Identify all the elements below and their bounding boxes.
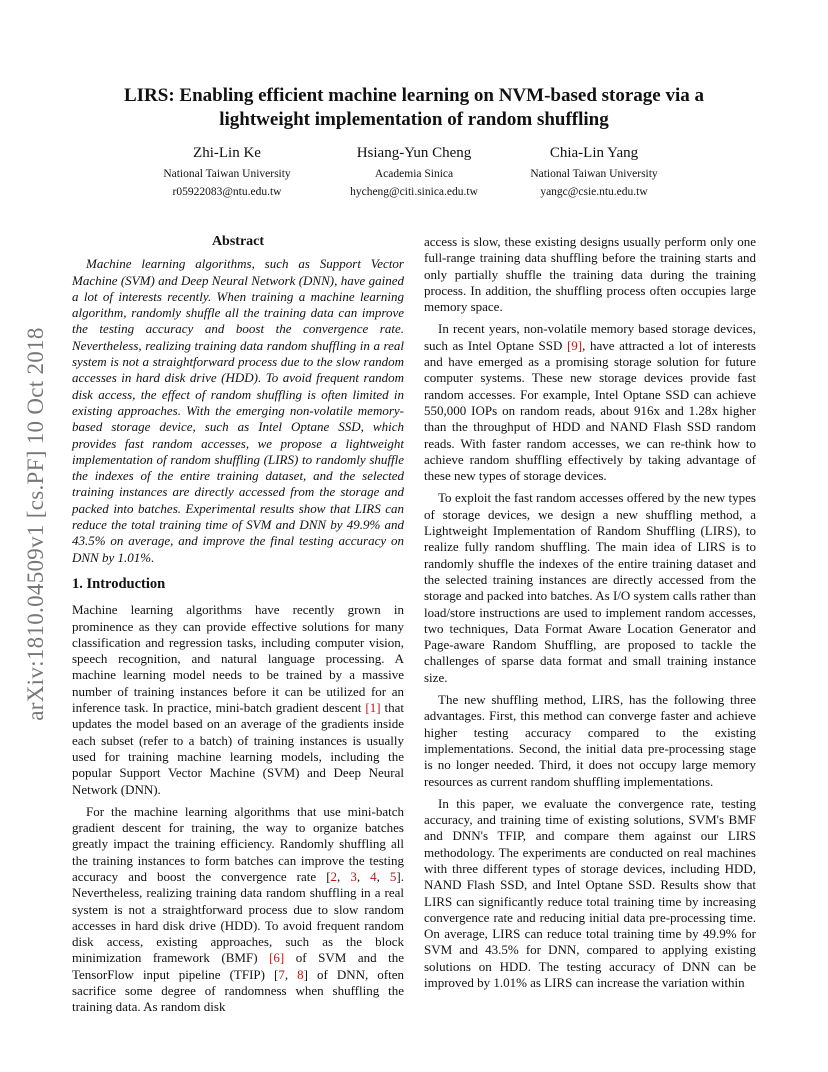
body-paragraph: To exploit the fast random accesses offered by the new types of storage devices, we design a new shuffling method, a Lightweight Implementation of Random Shuffling (LIRS), to realize fully random shuffling. The main idea of LIRS is to randomly shuffle the indexes of the entire training dataset and the selected training instances are directly accessed from the storage and packed into batches. As I/O system calls rather than load/store instructions are used to implement random accesses, two techniques, Data Format Aware Location Generator and Page-aware Random Shuffling, are proposed to tackle the challenges of sparse data format and small training instance size. bbox=[424, 490, 756, 685]
citation-link[interactable]: [1] bbox=[365, 700, 381, 716]
body-paragraph: The new shuffling method, LIRS, has the following three advantages. First, this method can converge faster and achieve higher testing accuracy compared to the existing implementations. Second, the initial data pre-processing stage is no longer needed. Third, it does not occupy large memory resources as current random shuffling implementations. bbox=[424, 692, 756, 789]
arxiv-identifier bbox=[16, 294, 56, 754]
body-paragraph: In this paper, we evaluate the convergence rate, testing accuracy, and training time of existing solutions, SVM's BMF and DNN's TFIP, and compare them against our LIRS methodology. The experiments are conducted on real machines with three different types of storage devices, including HDD, NAND Flash SSD, and Intel Optane SSD. Results show that LIRS can significantly reduce total training time by increasing convergence rate and reducing initial data pre-processing time. On average, LIRS can reduce total training time by 49.9% for SVM and 43.5% for DNN, compared to applying existing solutions on HDD. The testing accuracy of DNN can be improved by 1.01% as LIRS can increase the variation within bbox=[424, 795, 756, 991]
citation-link[interactable]: 2 bbox=[330, 868, 338, 884]
intro-paragraph-2: For the machine learning algorithms that use mini-batch gradient descent for training, the way to organize batches greatly impact the training efficiency. Randomly shuffling all the training instances to form batches can improve the testing accuracy and boost the convergence rate [2, 3, 4, 5]. Nevertheless, realizing training data random shuffling in a real system is not a straightforward process due to slow random accesses in hard disk drive (HDD). To avoid frequent random disk access, existing approaches, such as the block minimization framework (BMF) [6] of SVM and the TensorFlow input pipeline (TFIP) [7, 8] of DNN, often sacrifice some degree of randomness when shuffling the training data. As random disk bbox=[72, 803, 405, 1015]
paper-title-line-2: lightweight implementation of random shuffling bbox=[219, 109, 609, 130]
citation-link[interactable]: 5 bbox=[389, 868, 397, 884]
author-name: Chia-Lin Yang bbox=[549, 145, 639, 161]
author-name: Hsiang-Yun Cheng bbox=[356, 145, 472, 161]
section-heading-introduction: 1. Introduction bbox=[72, 575, 166, 592]
body-paragraph: In recent years, non-volatile memory based storage devices, such as Intel Optane SSD [9], have attracted a lot of interests and have emerged as a promising storage solution for future computer systems. These new storage devices provide fast random accesses. For example, Intel Optane SSD can achieve 550,000 IOPs on random reads, about 916x and 1.28x higher than the throughput of HDD and NAND Flash SSD random reads. With faster random accesses, we can re-think how to achieve random shuffling effectively by taking advantage of these new types of storage devices. bbox=[424, 321, 756, 484]
body-paragraph: access is slow, these existing designs usually perform only one full-range training data shuffling before the training starts and only partially shuffle the training data during the training process. In addition, the shuffling process often occupies large memory space. bbox=[424, 234, 756, 315]
author-email: yangc@csie.ntu.edu.tw bbox=[540, 186, 648, 198]
citation-link[interactable]: [6] bbox=[269, 950, 285, 966]
left-column bbox=[72, 234, 404, 1022]
abstract-section bbox=[72, 234, 404, 566]
citation-link[interactable]: 7 bbox=[278, 966, 285, 982]
citation-link[interactable]: [9] bbox=[566, 337, 583, 353]
author-name: Zhi-Lin Ke bbox=[193, 145, 261, 161]
author-block bbox=[484, 144, 704, 199]
citation-link[interactable]: 3 bbox=[350, 868, 357, 884]
author-email: r05922083@ntu.edu.tw bbox=[172, 186, 282, 198]
author-affiliation: Academia Sinica bbox=[374, 168, 454, 180]
right-column bbox=[424, 234, 756, 997]
abstract-heading: Abstract bbox=[211, 234, 265, 249]
author-email: hycheng@citi.sinica.edu.tw bbox=[350, 186, 478, 198]
abstract-text: Machine learning algorithms, such as Support Vector Machine (SVM) and Deep Neural Network (DNN), have gained a lot of interests recently. When training a machine learning algorithm, randomly shuffle all the training data can improve the testing accuracy and boost the convergence rate. Nevertheless, realizing training data random shuffling in a real system is not a straightforward process due to the slow random accesses in hard disk drive (HDD). To avoid frequent random disk access, the effect of random shuffling is often limited in existing approaches. With the emerging non-volatile memory-based storage device, such as Intel Optane SSD, which provides fast random accesses, we propose a lightweight implementation of random shuffling (LIRS) to randomly shuffle the indexes of the entire training dataset, and the selected training instances are directly accessed from the storage and packed into batches. Experimental results show that LIRS can reduce the total training time of SVM and DNN by 49.9% and 43.5% on average, and improve the final testing accuracy on DNN by 1.01%. bbox=[72, 256, 404, 565]
author-affiliation: National Taiwan University bbox=[163, 168, 291, 180]
paper-title bbox=[80, 84, 748, 132]
intro-paragraph-1: Machine learning algorithms have recently grown in prominence as they can provide effective solutions for many classification and regression tasks, including computer vision, speech recognition, and natural language processing. A machine learning model needs to be trained by a massive number of training instances before it can be utilized for an inference task. In practice, mini-batch gradient descent [1] that updates the model based on an average of the gradients inside each subset (refer to a batch) of training instances is usually used for training machine learning models, including the popular Support Vector Machine (SVM) and Deep Neural Network (DNN). bbox=[72, 602, 404, 797]
paper-title-line-1: LIRS: Enabling efficient machine learning on NVM-based storage via a bbox=[123, 85, 705, 106]
author-affiliation: National Taiwan University bbox=[530, 168, 658, 180]
citation-link[interactable]: 8 bbox=[297, 966, 304, 982]
citation-link[interactable]: 4 bbox=[370, 868, 377, 884]
arxiv-identifier-text: arXiv:1810.04509v1 [cs.PF] 10 Oct 2018 bbox=[23, 327, 48, 721]
